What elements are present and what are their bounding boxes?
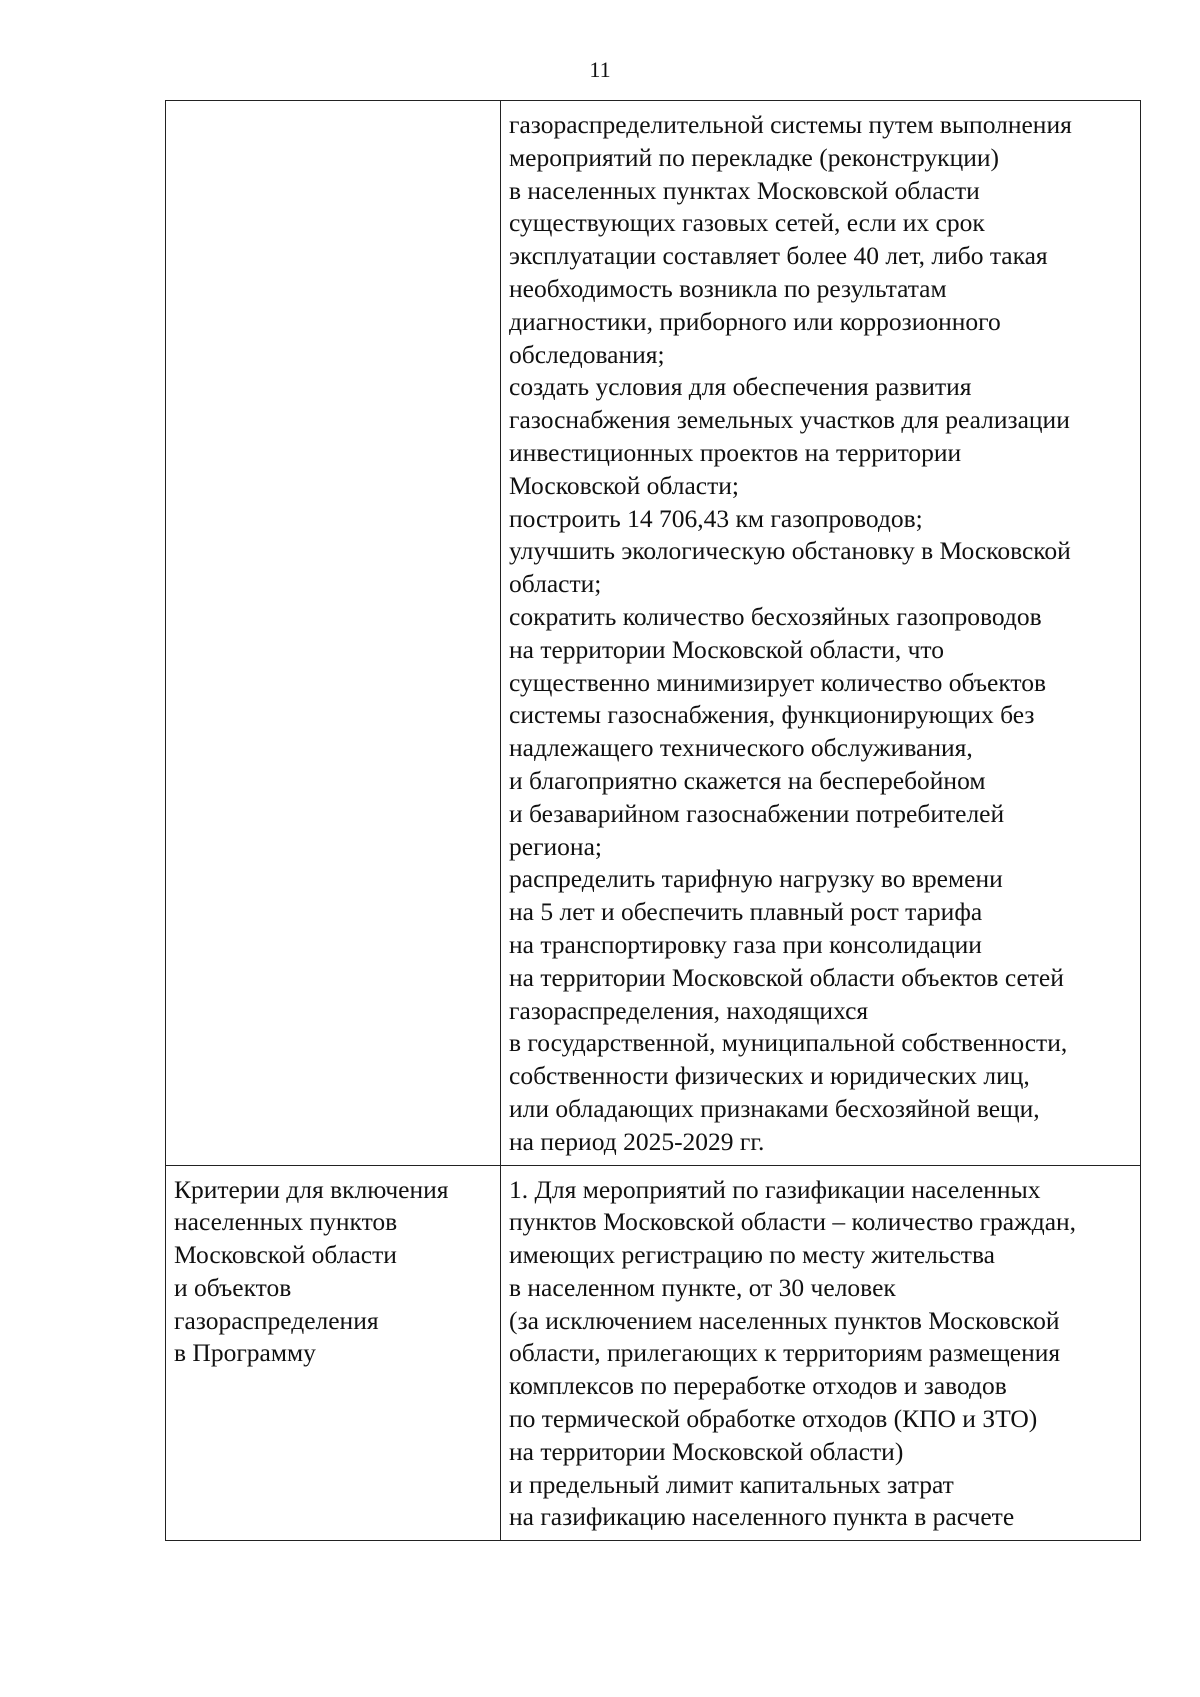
text-line: существующих газовых сетей, если их срок xyxy=(509,208,985,238)
table-cell-label xyxy=(166,101,501,1166)
text-line: в Программу xyxy=(174,1338,316,1368)
text-line: улучшить экологическую обстановку в Московской xyxy=(509,536,1071,566)
text-line: Московской области xyxy=(174,1240,397,1270)
text-line: инвестиционных проектов на территории xyxy=(509,437,962,467)
text-line: на территории Московской области) xyxy=(509,1436,904,1466)
text-line: пунктов Московской области – количество граждан, xyxy=(509,1207,1077,1237)
text-line: Критерии для включения xyxy=(174,1174,449,1204)
page-number: 11 xyxy=(589,57,611,82)
text-line: необходимость возникла по результатам xyxy=(509,273,947,303)
text-line: на период 2025-2029 гг. xyxy=(509,1126,765,1156)
text-line: (за исключением населенных пунктов Московской xyxy=(509,1305,1060,1335)
text-line: газораспределения xyxy=(174,1305,379,1335)
text-line: мероприятий по перекладке (реконструкции) xyxy=(509,142,1000,172)
text-line: имеющих регистрацию по месту жительства xyxy=(509,1240,995,1270)
text-line: на 5 лет и обеспечить плавный рост тарифа xyxy=(509,897,983,927)
text-line: в государственной, муниципальной собственности, xyxy=(509,1028,1068,1058)
text-line: обследования; xyxy=(509,339,665,369)
text-line: на территории Московской области объектов сетей xyxy=(509,962,1064,992)
text-line: области, прилегающих к территориям размещения xyxy=(509,1338,1061,1368)
table-row xyxy=(166,1165,1141,1541)
text-line: или обладающих признаками бесхозяйной вещи, xyxy=(509,1093,1040,1123)
text-line: распределить тарифную нагрузку во времени xyxy=(509,864,1003,894)
text-line: комплексов по переработке отходов и заводов xyxy=(509,1371,1007,1401)
text-line: на территории Московской области, что xyxy=(509,634,944,664)
text-line: эксплуатации составляет более 40 лет, либо такая xyxy=(509,241,1048,271)
program-passport-table xyxy=(165,100,1141,1541)
table-row xyxy=(166,101,1141,1166)
text-line: построить 14 706,43 км газопроводов; xyxy=(509,503,923,533)
text-line: диагностики, приборного или коррозионного xyxy=(509,306,1001,336)
table-cell-content xyxy=(501,101,1141,1166)
text-line: существенно минимизирует количество объектов xyxy=(509,667,1047,697)
text-line: газоснабжения земельных участков для реализации xyxy=(509,405,1070,435)
text-line: региона; xyxy=(509,831,602,861)
text-line: надлежащего технического обслуживания, xyxy=(509,733,973,763)
text-line: газораспределительной системы путем выполнения xyxy=(509,110,1072,139)
table-cell-content xyxy=(501,1165,1141,1541)
table-cell-label xyxy=(166,1165,501,1541)
text-line: на транспортировку газа при консолидации xyxy=(509,929,982,959)
text-line: по термической обработке отходов (КПО и ЗТО) xyxy=(509,1404,1038,1434)
text-line: и объектов xyxy=(174,1272,292,1302)
text-line: создать условия для обеспечения развития xyxy=(509,372,972,402)
text-line: и благоприятно скажется на бесперебойном xyxy=(509,765,986,795)
text-line: населенных пунктов xyxy=(174,1207,398,1237)
text-line: 1. Для мероприятий по газификации населенных xyxy=(509,1174,1041,1204)
text-line: и предельный лимит капитальных затрат xyxy=(509,1469,954,1499)
text-line: газораспределения, находящихся xyxy=(509,995,869,1025)
text-line: Московской области; xyxy=(509,470,739,500)
text-line: системы газоснабжения, функционирующих без xyxy=(509,700,1035,730)
text-line: в населенных пунктах Московской области xyxy=(509,175,980,205)
text-line: собственности физических и юридических лиц, xyxy=(509,1061,1030,1091)
text-line: области; xyxy=(509,569,602,599)
text-line: на газификацию населенного пункта в расчете xyxy=(509,1502,1015,1532)
text-line: сократить количество бесхозяйных газопроводов xyxy=(509,601,1042,631)
text-line: и безаварийном газоснабжении потребителей xyxy=(509,798,1005,828)
text-line: в населенном пункте, от 30 человек xyxy=(509,1272,896,1302)
